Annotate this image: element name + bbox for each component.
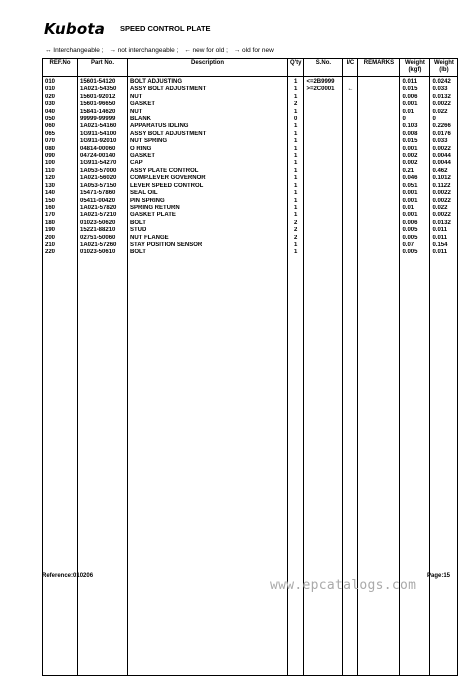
quantity-cell: 1 (288, 131, 304, 138)
remarks-cell (358, 123, 400, 130)
remarks-cell (358, 198, 400, 205)
legend-not-interchangeable: → not interchangeable ; (109, 47, 179, 54)
serial-no-cell (304, 146, 343, 153)
interchange-cell (343, 131, 358, 138)
interchange-cell (343, 190, 358, 197)
part-no-cell: 1A021-54160 (78, 123, 128, 130)
weight-lb-cell: 0.2266 (430, 123, 458, 130)
quantity-cell: 2 (288, 220, 304, 227)
page-title: SPEED CONTROL PLATE (120, 24, 211, 33)
table-row (43, 123, 458, 130)
ref-no-cell: 090 (43, 153, 78, 160)
header-remarks: REMARKS (358, 59, 400, 77)
header-quantity: Q'ty (288, 59, 304, 77)
table-row (43, 77, 458, 87)
table-row (43, 146, 458, 153)
weight-lb-cell: 0.1122 (430, 183, 458, 190)
description-cell: NUT (128, 109, 288, 116)
table-row (43, 198, 458, 205)
table-row (43, 109, 458, 116)
weight-kgf-cell: 0.001 (400, 212, 430, 219)
description-cell: ASSY BOLT ADJUSTMENT (128, 131, 288, 138)
interchange-cell (343, 227, 358, 234)
weight-lb-cell: 0 (430, 116, 458, 123)
weight-kgf-cell: 0.015 (400, 86, 430, 93)
serial-no-cell (304, 212, 343, 219)
part-no-cell: 1A053-57150 (78, 183, 128, 190)
quantity-cell: 1 (288, 205, 304, 212)
quantity-cell: 1 (288, 212, 304, 219)
interchange-cell (343, 153, 358, 160)
table-row (43, 190, 458, 197)
weight-kgf-cell: 0.001 (400, 190, 430, 197)
description-cell: NUT SPRING (128, 138, 288, 145)
weight-kgf-cell: 0.008 (400, 131, 430, 138)
interchange-cell (343, 116, 358, 123)
description-cell: O RING (128, 146, 288, 153)
table-row (43, 86, 458, 93)
part-no-cell: 04814-00060 (78, 146, 128, 153)
part-no-cell: 1A021-57820 (78, 205, 128, 212)
ref-no-cell: 170 (43, 212, 78, 219)
header-weight-lb-label: Weight (lb) (433, 60, 454, 73)
ref-no-cell: 150 (43, 198, 78, 205)
interchange-cell (343, 109, 358, 116)
ref-no-cell: 200 (43, 235, 78, 242)
quantity-cell: 1 (288, 160, 304, 167)
weight-kgf-cell: 0.07 (400, 242, 430, 249)
remarks-cell (358, 242, 400, 249)
remarks-cell (358, 101, 400, 108)
description-cell: NUT (128, 94, 288, 101)
serial-no-cell (304, 138, 343, 145)
weight-lb-cell: 0.0132 (430, 220, 458, 227)
description-cell: STUD (128, 227, 288, 234)
quantity-cell: 1 (288, 94, 304, 101)
table-row (43, 160, 458, 167)
legend-new-for-old: ← new for old ; (184, 47, 228, 54)
weight-kgf-cell: 0 (400, 116, 430, 123)
quantity-cell: 2 (288, 227, 304, 234)
table-row (43, 249, 458, 256)
table-header-row (43, 59, 458, 77)
interchange-cell (343, 123, 358, 130)
remarks-cell (358, 205, 400, 212)
quantity-cell: 1 (288, 249, 304, 256)
empty-cell (288, 257, 304, 676)
interchange-cell (343, 94, 358, 101)
empty-cell (43, 257, 78, 676)
weight-kgf-cell: 0.006 (400, 94, 430, 101)
weight-kgf-cell: 0.01 (400, 205, 430, 212)
interchange-cell (343, 205, 358, 212)
weight-lb-cell: 0.0044 (430, 160, 458, 167)
kubota-logo: Kubota (44, 20, 106, 38)
table-row (43, 205, 458, 212)
quantity-cell: 1 (288, 183, 304, 190)
weight-lb-cell: 0.462 (430, 168, 458, 175)
part-no-cell: 15601-54120 (78, 77, 128, 87)
weight-lb-cell: 0.154 (430, 242, 458, 249)
serial-no-cell (304, 94, 343, 101)
table-row (43, 212, 458, 219)
interchange-cell (343, 235, 358, 242)
legend-interchangeable: ↔ Interchangeable ; (45, 47, 104, 54)
serial-no-cell (304, 190, 343, 197)
quantity-cell: 1 (288, 190, 304, 197)
quantity-cell: 1 (288, 86, 304, 93)
weight-kgf-cell: 0.001 (400, 198, 430, 205)
watermark-link[interactable]: www.epcatalogs.com (270, 578, 417, 593)
quantity-cell: 1 (288, 153, 304, 160)
description-cell: GASKET (128, 153, 288, 160)
ref-no-cell: 040 (43, 109, 78, 116)
header-description: Description (128, 59, 288, 77)
weight-lb-cell: 0.0132 (430, 94, 458, 101)
part-no-cell: 99999-99999 (78, 116, 128, 123)
part-no-cell: 1A021-57260 (78, 242, 128, 249)
header-serial-no: S.No. (304, 59, 343, 77)
quantity-cell: 1 (288, 198, 304, 205)
quantity-cell: 1 (288, 242, 304, 249)
weight-kgf-cell: 0.051 (400, 183, 430, 190)
weight-lb-cell: 0.0176 (430, 131, 458, 138)
weight-kgf-cell: 0.002 (400, 153, 430, 160)
interchange-cell (343, 212, 358, 219)
ref-no-cell: 060 (43, 123, 78, 130)
part-no-cell: 1G911-54100 (78, 131, 128, 138)
description-cell: LEVER SPEED CONTROL (128, 183, 288, 190)
description-cell: CAP (128, 160, 288, 167)
empty-cell (358, 257, 400, 676)
quantity-cell: 1 (288, 175, 304, 182)
remarks-cell (358, 183, 400, 190)
part-no-cell: 15601-96650 (78, 101, 128, 108)
interchange-cell: ← (343, 86, 358, 93)
weight-lb-cell: 0.0242 (430, 77, 458, 87)
weight-lb-cell: 0.0022 (430, 146, 458, 153)
weight-kgf-cell: 0.01 (400, 109, 430, 116)
part-no-cell: 1G911-92010 (78, 138, 128, 145)
table-row (43, 175, 458, 182)
serial-no-cell (304, 123, 343, 130)
interchange-cell (343, 168, 358, 175)
ref-no-cell: 010 (43, 77, 78, 87)
remarks-cell (358, 94, 400, 101)
part-no-cell: 15221-88210 (78, 227, 128, 234)
weight-lb-cell: 0.0022 (430, 198, 458, 205)
part-no-cell: 04724-00140 (78, 153, 128, 160)
serial-no-cell (304, 168, 343, 175)
weight-lb-cell: 0.022 (430, 205, 458, 212)
part-no-cell: 02751-50060 (78, 235, 128, 242)
interchange-cell (343, 160, 358, 167)
weight-kgf-cell: 0.006 (400, 220, 430, 227)
serial-no-cell (304, 153, 343, 160)
header-weight-kgf (400, 59, 430, 77)
description-cell: SEAL OIL (128, 190, 288, 197)
legend-old-for-new: → old for new (233, 47, 274, 54)
weight-kgf-cell: 0.002 (400, 160, 430, 167)
empty-cell (400, 257, 430, 676)
quantity-cell: 1 (288, 146, 304, 153)
part-no-cell: 15601-92012 (78, 94, 128, 101)
interchangeability-legend (45, 47, 278, 54)
table-row (43, 235, 458, 242)
serial-no-cell (304, 235, 343, 242)
header-weight-lb (430, 59, 458, 77)
description-cell: BOLT (128, 220, 288, 227)
serial-no-cell (304, 198, 343, 205)
weight-lb-cell: 0.033 (430, 86, 458, 93)
weight-lb-cell: 0.0022 (430, 190, 458, 197)
serial-no-cell (304, 183, 343, 190)
remarks-cell (358, 175, 400, 182)
weight-lb-cell: 0.033 (430, 138, 458, 145)
table-row (43, 94, 458, 101)
weight-lb-cell: 0.0044 (430, 153, 458, 160)
serial-no-cell (304, 220, 343, 227)
interchange-cell (343, 183, 358, 190)
ref-no-cell: 050 (43, 116, 78, 123)
part-no-cell: 1G911-54270 (78, 160, 128, 167)
weight-kgf-cell: 0.011 (400, 77, 430, 87)
ref-no-cell: 160 (43, 205, 78, 212)
weight-kgf-cell: 0.005 (400, 249, 430, 256)
remarks-cell (358, 227, 400, 234)
ref-no-cell: 120 (43, 175, 78, 182)
page-number: Page:15 (427, 573, 451, 579)
description-cell: GASKET PLATE (128, 212, 288, 219)
weight-kgf-cell: 0.001 (400, 101, 430, 108)
remarks-cell (358, 109, 400, 116)
ref-no-cell: 100 (43, 160, 78, 167)
remarks-cell (358, 86, 400, 93)
interchange-cell (343, 249, 358, 256)
description-cell: APPARATUS IDLING (128, 123, 288, 130)
description-cell: BOLT (128, 249, 288, 256)
table-row (43, 116, 458, 123)
remarks-cell (358, 235, 400, 242)
reference-code: Reference:010206 (42, 573, 94, 579)
serial-no-cell (304, 109, 343, 116)
description-cell: GASKET (128, 101, 288, 108)
serial-no-cell (304, 116, 343, 123)
serial-no-cell: >=2C0001 (304, 86, 343, 93)
part-no-cell: 1A021-54350 (78, 86, 128, 93)
part-no-cell: 15841-14620 (78, 109, 128, 116)
ref-no-cell: 130 (43, 183, 78, 190)
serial-no-cell (304, 242, 343, 249)
table-row (43, 220, 458, 227)
ref-no-cell: 210 (43, 242, 78, 249)
remarks-cell (358, 146, 400, 153)
quantity-cell: 1 (288, 77, 304, 87)
header-weight-kgf-label: Weight (kgf) (404, 60, 425, 73)
interchange-cell (343, 220, 358, 227)
ref-no-cell: 190 (43, 227, 78, 234)
remarks-cell (358, 131, 400, 138)
quantity-cell: 0 (288, 116, 304, 123)
interchange-cell (343, 175, 358, 182)
remarks-cell (358, 168, 400, 175)
weight-kgf-cell: 0.046 (400, 175, 430, 182)
serial-no-cell: <=2B9999 (304, 77, 343, 87)
ref-no-cell: 110 (43, 168, 78, 175)
description-cell: ASSY PLATE CONTROL (128, 168, 288, 175)
serial-no-cell (304, 175, 343, 182)
ref-no-cell: 140 (43, 190, 78, 197)
serial-no-cell (304, 249, 343, 256)
table-row (43, 131, 458, 138)
table-row (43, 168, 458, 175)
table-row (43, 183, 458, 190)
description-cell: SPRING RETURN (128, 205, 288, 212)
remarks-cell (358, 249, 400, 256)
weight-lb-cell: 0.0022 (430, 212, 458, 219)
header-part-no: Part No. (78, 59, 128, 77)
remarks-cell (358, 153, 400, 160)
ref-no-cell: 010 (43, 86, 78, 93)
quantity-cell: 1 (288, 138, 304, 145)
remarks-cell (358, 77, 400, 87)
remarks-cell (358, 212, 400, 219)
weight-kgf-cell: 0.015 (400, 138, 430, 145)
table-filler-row (43, 257, 458, 676)
quantity-cell: 2 (288, 101, 304, 108)
description-cell: PIN SPRING (128, 198, 288, 205)
part-no-cell: 1A021-57210 (78, 212, 128, 219)
description-cell: NUT FLANGE (128, 235, 288, 242)
weight-kgf-cell: 0.103 (400, 123, 430, 130)
serial-no-cell (304, 101, 343, 108)
empty-cell (343, 257, 358, 676)
empty-cell (128, 257, 288, 676)
ref-no-cell: 070 (43, 138, 78, 145)
part-no-cell: 01023-50610 (78, 249, 128, 256)
description-cell: BOLT ADJUSTING (128, 77, 288, 87)
description-cell: BLANK (128, 116, 288, 123)
serial-no-cell (304, 227, 343, 234)
table-row (43, 242, 458, 249)
table-row (43, 101, 458, 108)
part-no-cell: 1A053-57000 (78, 168, 128, 175)
remarks-cell (358, 138, 400, 145)
interchange-cell (343, 77, 358, 87)
empty-cell (304, 257, 343, 676)
weight-lb-cell: 0.1012 (430, 175, 458, 182)
interchange-cell (343, 242, 358, 249)
weight-lb-cell: 0.011 (430, 227, 458, 234)
interchange-cell (343, 101, 358, 108)
part-no-cell: 05411-00420 (78, 198, 128, 205)
description-cell: ASSY BOLT ADJUSTMENT (128, 86, 288, 93)
weight-lb-cell: 0.022 (430, 109, 458, 116)
weight-kgf-cell: 0.005 (400, 227, 430, 234)
header-ref-no: REF.No (43, 59, 78, 77)
description-cell: STAY POSITION SENSOR (128, 242, 288, 249)
empty-cell (430, 257, 458, 676)
serial-no-cell (304, 131, 343, 138)
part-no-cell: 15471-57860 (78, 190, 128, 197)
ref-no-cell: 080 (43, 146, 78, 153)
weight-lb-cell: 0.011 (430, 235, 458, 242)
ref-no-cell: 020 (43, 94, 78, 101)
ref-no-cell: 065 (43, 131, 78, 138)
serial-no-cell (304, 205, 343, 212)
interchange-cell (343, 138, 358, 145)
interchange-cell (343, 146, 358, 153)
ref-no-cell: 030 (43, 101, 78, 108)
ref-no-cell: 180 (43, 220, 78, 227)
weight-kgf-cell: 0.21 (400, 168, 430, 175)
quantity-cell: 1 (288, 109, 304, 116)
quantity-cell: 1 (288, 123, 304, 130)
table-row (43, 153, 458, 160)
remarks-cell (358, 116, 400, 123)
part-no-cell: 01023-50620 (78, 220, 128, 227)
ref-no-cell: 220 (43, 249, 78, 256)
header-interchange: I/C (343, 59, 358, 77)
serial-no-cell (304, 160, 343, 167)
description-cell: COMP.LEVER GOVERNOR (128, 175, 288, 182)
table-row (43, 227, 458, 234)
remarks-cell (358, 220, 400, 227)
quantity-cell: 2 (288, 235, 304, 242)
table-row (43, 138, 458, 145)
weight-lb-cell: 0.0022 (430, 101, 458, 108)
remarks-cell (358, 190, 400, 197)
empty-cell (78, 257, 128, 676)
weight-kgf-cell: 0.005 (400, 235, 430, 242)
part-no-cell: 1A021-56020 (78, 175, 128, 182)
remarks-cell (358, 160, 400, 167)
interchange-cell (343, 198, 358, 205)
weight-lb-cell: 0.011 (430, 249, 458, 256)
quantity-cell: 1 (288, 168, 304, 175)
weight-kgf-cell: 0.001 (400, 146, 430, 153)
